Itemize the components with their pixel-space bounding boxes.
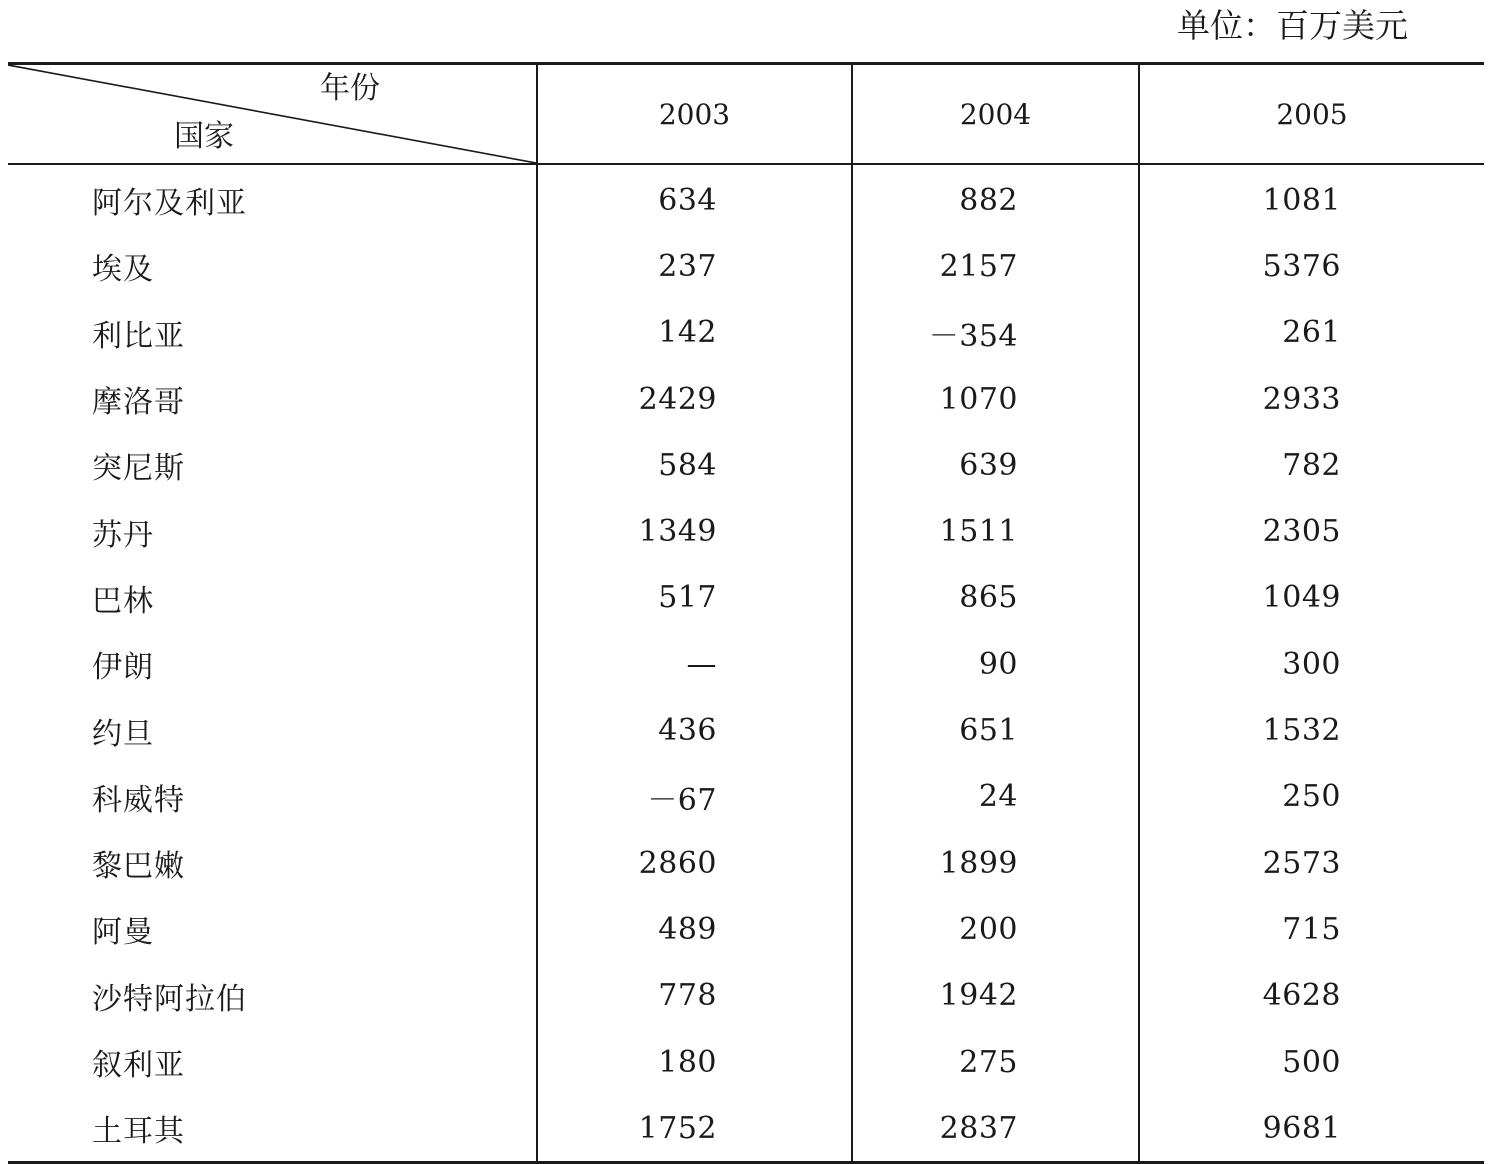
value-cell: 90	[852, 631, 1139, 697]
country-cell: 叙利亚	[92, 1048, 185, 1083]
value-cell: 237	[537, 233, 852, 299]
value-cell: 517	[537, 565, 852, 631]
value-cell: 2305	[1139, 498, 1484, 564]
table-body	[8, 164, 1484, 1163]
table-row	[8, 233, 1484, 299]
country-cell: 埃及	[92, 252, 154, 288]
table-row	[8, 896, 1484, 962]
corner-country-label: 国家	[174, 119, 234, 154]
value-cell: 1070	[852, 366, 1139, 432]
table-row	[8, 366, 1484, 432]
value-cell: 639	[852, 432, 1139, 498]
country-cell: 突尼斯	[92, 451, 185, 487]
country-cell: 苏丹	[92, 517, 154, 553]
country-cell: 约旦	[92, 716, 154, 752]
value-cell: 1081	[1139, 164, 1484, 233]
table-row	[8, 1095, 1484, 1163]
table-row	[8, 164, 1484, 233]
value-cell: 275	[852, 1029, 1139, 1095]
value-cell: 2157	[852, 233, 1139, 299]
corner-diagonal-line	[8, 65, 536, 163]
value-cell: 584	[537, 432, 852, 498]
value-cell: 2429	[537, 366, 852, 432]
table-row	[8, 830, 1484, 896]
value-cell: 1942	[852, 963, 1139, 1029]
value-cell: 1752	[537, 1095, 852, 1163]
value-cell: 200	[852, 896, 1139, 962]
country-cell: 沙特阿拉伯	[92, 981, 247, 1017]
value-cell: 250	[1139, 764, 1484, 830]
value-cell: 651	[852, 697, 1139, 763]
corner-year-label: 年份	[320, 71, 380, 106]
year-header: 2005	[1139, 64, 1484, 165]
value-cell: 500	[1139, 1029, 1484, 1095]
value-cell: 436	[537, 697, 852, 763]
unit-label: 单位：百万美元	[1177, 6, 1408, 45]
table-row	[8, 565, 1484, 631]
value-cell: 782	[1139, 432, 1484, 498]
country-cell: 阿曼	[92, 915, 154, 951]
value-cell: 142	[537, 300, 852, 366]
value-cell: 1532	[1139, 697, 1484, 763]
value-cell: 1511	[852, 498, 1139, 564]
value-cell: 9681	[1139, 1095, 1484, 1163]
value-cell: 489	[537, 896, 852, 962]
header-corner-cell	[8, 64, 537, 165]
value-cell: 715	[1139, 896, 1484, 962]
value-cell: 4628	[1139, 963, 1484, 1029]
value-cell: 2837	[852, 1095, 1139, 1163]
value-cell: 2933	[1139, 366, 1484, 432]
value-cell: －354	[852, 300, 1139, 366]
value-cell: 5376	[1139, 233, 1484, 299]
table-row	[8, 300, 1484, 366]
value-cell: 261	[1139, 300, 1484, 366]
table-row	[8, 1029, 1484, 1095]
value-cell: 865	[852, 565, 1139, 631]
value-cell: 300	[1139, 631, 1484, 697]
country-cell: 黎巴嫩	[92, 849, 185, 885]
table-row	[8, 764, 1484, 830]
country-cell: 伊朗	[92, 650, 154, 686]
country-cell: 摩洛哥	[92, 385, 185, 421]
country-cell: 巴林	[92, 583, 154, 619]
value-cell: 2860	[537, 830, 852, 896]
year-header: 2003	[537, 64, 852, 165]
value-cell: 882	[852, 164, 1139, 233]
country-cell: 阿尔及利亚	[92, 186, 247, 222]
year-header: 2004	[852, 64, 1139, 165]
value-cell: －67	[537, 764, 852, 830]
table-row	[8, 498, 1484, 564]
value-cell: 24	[852, 764, 1139, 830]
value-cell: 778	[537, 963, 852, 1029]
table-row	[8, 697, 1484, 763]
data-table	[8, 62, 1484, 1164]
value-cell: 1349	[537, 498, 852, 564]
table-row	[8, 963, 1484, 1029]
value-cell: —	[537, 631, 852, 697]
value-cell: 180	[537, 1029, 852, 1095]
header-row	[8, 64, 1484, 165]
country-cell: 科威特	[92, 782, 185, 818]
table-row	[8, 432, 1484, 498]
country-cell: 土耳其	[8, 1095, 537, 1163]
value-cell: 634	[537, 164, 852, 233]
table-row	[8, 631, 1484, 697]
value-cell: 2573	[1139, 830, 1484, 896]
value-cell: 1899	[852, 830, 1139, 896]
country-cell: 利比亚	[92, 318, 185, 354]
value-cell: 1049	[1139, 565, 1484, 631]
